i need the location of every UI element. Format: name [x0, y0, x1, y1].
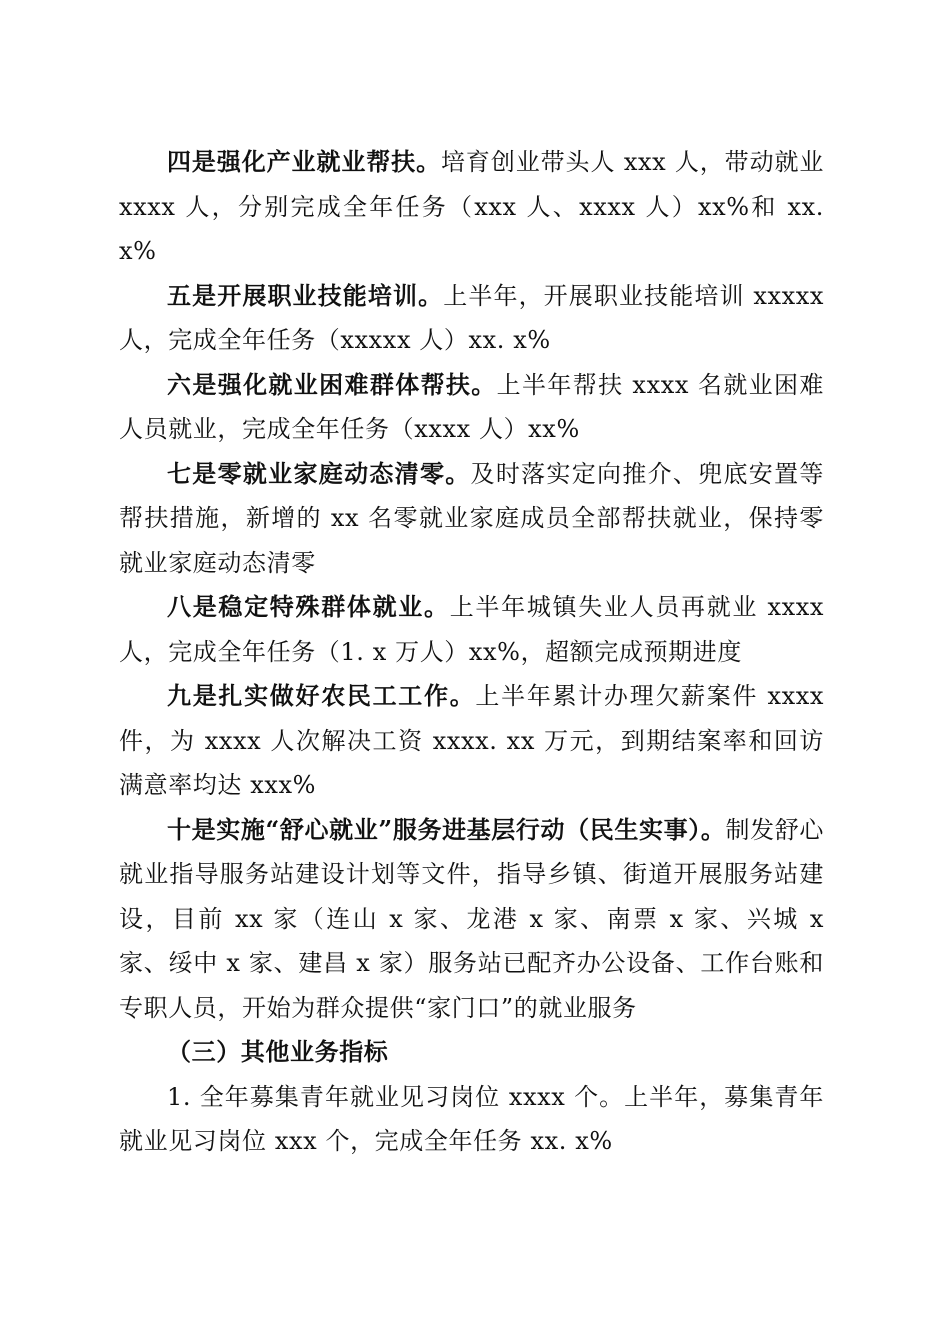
paragraph-lead: 七是零就业家庭动态清零。	[167, 458, 471, 488]
paragraph-special-groups	[119, 585, 824, 674]
paragraph-service-stations	[119, 808, 824, 1031]
paragraph-text: 培育创业带头人 xxx 人，带动就业 xxxx 人，分别完成全年任务（xxx 人、xxxx 人）xx%和 xx. x%	[119, 148, 824, 265]
paragraph-skills-training	[119, 274, 824, 363]
paragraph-text: 上半年累计办理欠薪案件 xxxx 件，为 xxxx 人次解决工资 xxxx. xx 万元，到期结案率和回访满意率均达 xxx%	[119, 682, 825, 799]
paragraph-text: 上半年帮扶 xxxx 名就业困难人员就业，完成全年任务（xxxx 人）xx%	[119, 370, 824, 443]
paragraph-lead: 五是开展职业技能培训。	[167, 280, 444, 310]
paragraph-text: 上半年，开展职业技能培训 xxxxx 人，完成全年任务（xxxxx 人）xx. x%	[119, 281, 824, 354]
paragraph-text: 制发舒心就业指导服务站建设计划等文件，指导乡镇、街道开展服务站建设，目前 xx 家（连山 x 家、龙港 x 家、南票 x 家、兴城 x 家、绥中 x 家、建昌 x 家）服务站已配齐办公设备、工作台账和专职人员，开始为群众提供“家门口”的就业服务	[119, 815, 824, 1022]
paragraph-zero-employment-families	[119, 452, 824, 586]
paragraph-text: 上半年城镇失业人员再就业 xxxx 人，完成全年任务（1. x 万人）xx%，超额完成预期进度	[119, 593, 824, 666]
paragraph-difficult-groups	[119, 363, 824, 452]
paragraph-lead: 八是稳定特殊群体就业。	[167, 592, 450, 621]
paragraph-lead: 十是实施“舒心就业”服务进基层行动（民生实事）。	[167, 814, 726, 844]
paragraph-industry-employment	[119, 140, 824, 274]
paragraph-lead: 六是强化就业困难群体帮扶。	[167, 369, 497, 399]
paragraph-text: 及时落实定向推介、兜底安置等帮扶措施，新增的 xx 名零就业家庭成员全部帮扶就业，保持零就业家庭动态清零	[119, 459, 824, 577]
paragraph-lead: 四是强化产业就业帮扶。	[167, 147, 441, 176]
document-body	[119, 140, 824, 1164]
paragraph-youth-internships: 1. 全年募集青年就业见习岗位 xxxx 个。上半年，募集青年就业见习岗位 xxx 个，完成全年任务 xx. x%	[119, 1082, 824, 1155]
paragraph-migrant-workers	[119, 674, 824, 808]
paragraph-lead: 九是扎实做好农民工工作。	[167, 681, 476, 710]
section-heading: （三）其他业务指标	[167, 1037, 389, 1066]
